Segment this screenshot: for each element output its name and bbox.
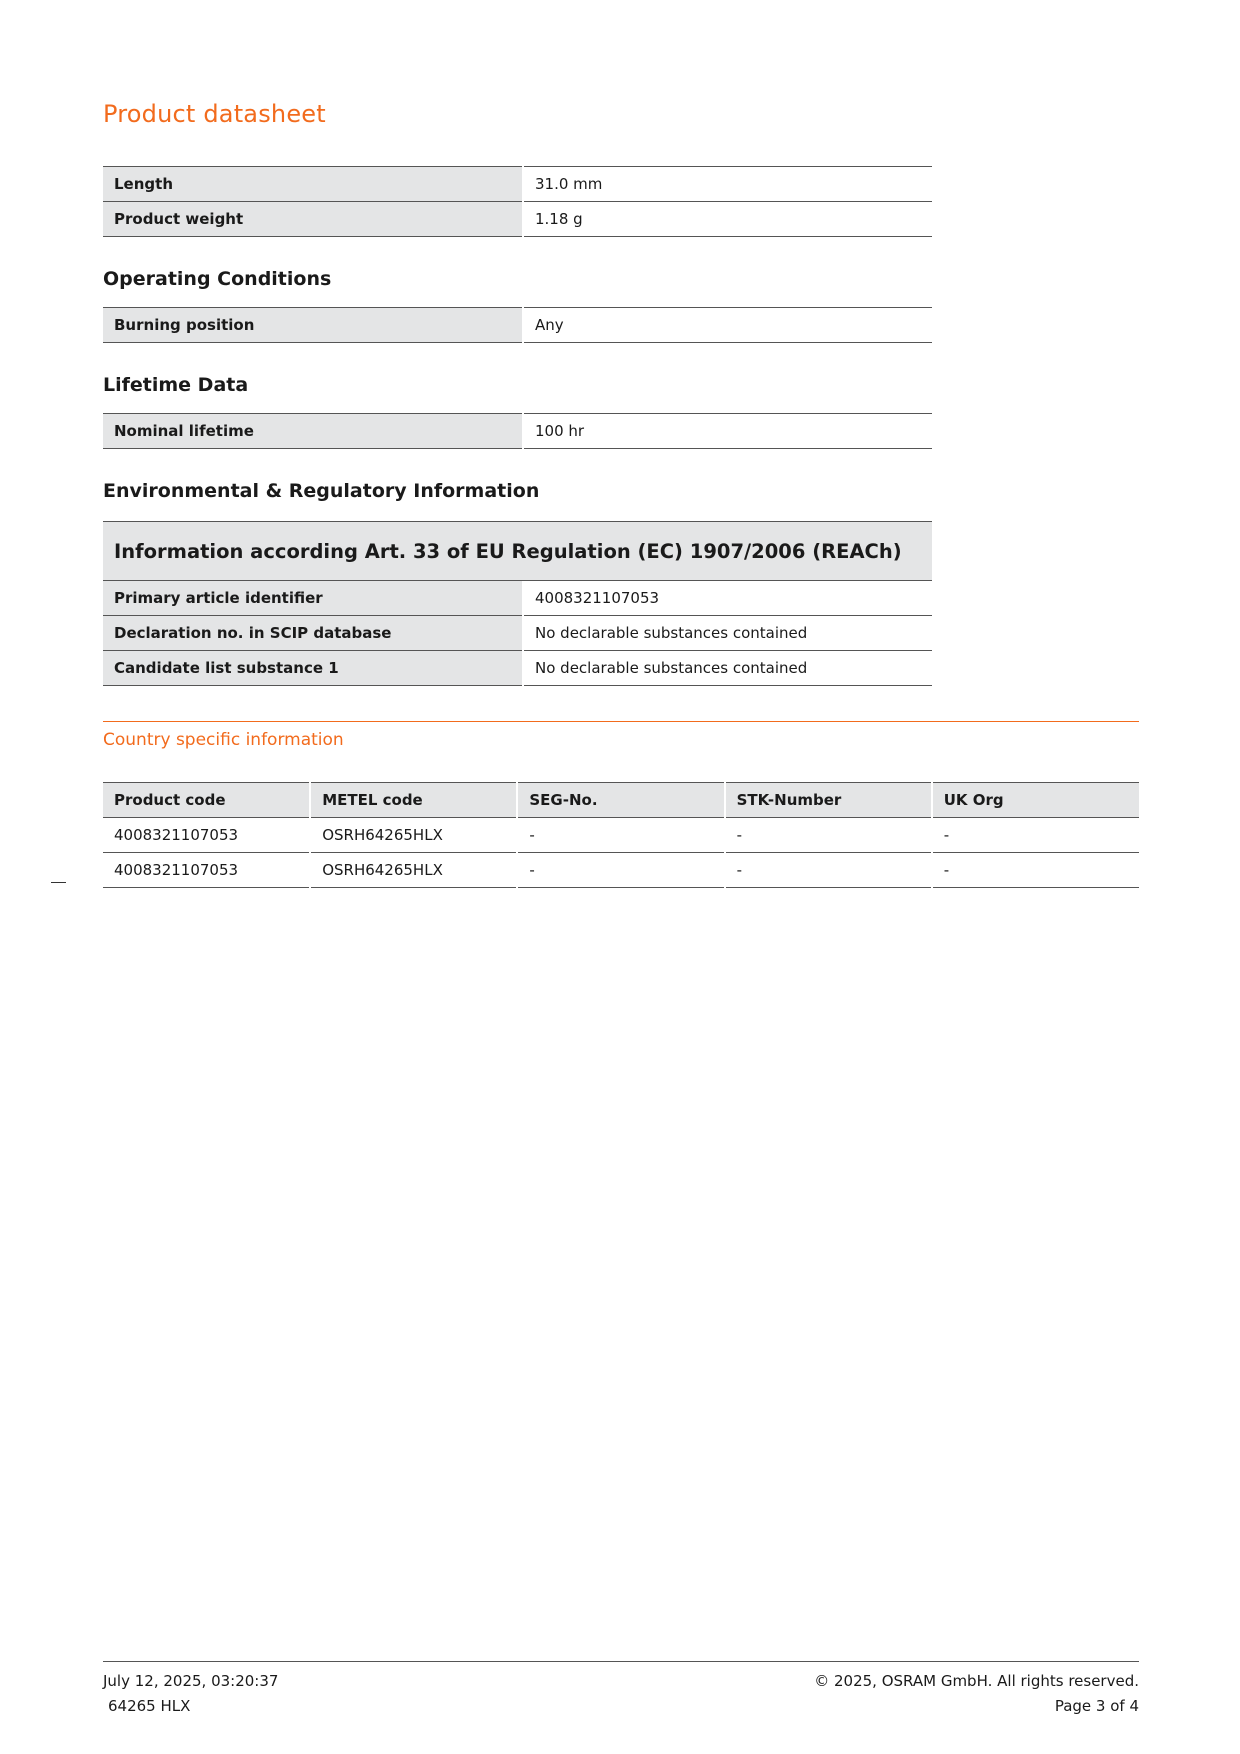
product-code-cell: 4008321107053 bbox=[103, 853, 310, 888]
nominal-lifetime-label: Nominal lifetime bbox=[103, 414, 523, 449]
footer-product-name: 64265 HLX bbox=[108, 1697, 191, 1715]
metel-code-cell: OSRH64265HLX bbox=[310, 818, 517, 853]
table-row bbox=[103, 853, 1139, 888]
table-row bbox=[103, 651, 932, 686]
seg-no-cell: - bbox=[517, 853, 724, 888]
country-specific-table bbox=[103, 782, 1139, 888]
primary-article-identifier-label: Primary article identifier bbox=[103, 581, 523, 616]
dimensions-table bbox=[103, 166, 932, 237]
stk-number-cell: - bbox=[725, 818, 932, 853]
column-header-seg-no: SEG-No. bbox=[517, 783, 724, 818]
column-header-product-code: Product code bbox=[103, 783, 310, 818]
candidate-list-substance-label: Candidate list substance 1 bbox=[103, 651, 523, 686]
footer-copyright: © 2025, OSRAM GmbH. All rights reserved. bbox=[814, 1672, 1139, 1690]
seg-no-cell: - bbox=[517, 818, 724, 853]
scip-declaration-value: No declarable substances contained bbox=[523, 616, 932, 651]
table-row bbox=[103, 202, 932, 237]
table-row bbox=[103, 818, 1139, 853]
operating-conditions-heading: Operating Conditions bbox=[103, 268, 332, 290]
uk-org-cell: - bbox=[932, 818, 1139, 853]
table-header-row bbox=[103, 783, 1139, 818]
column-header-metel-code: METEL code bbox=[310, 783, 517, 818]
metel-code-cell: OSRH64265HLX bbox=[310, 853, 517, 888]
column-header-stk-number: STK-Number bbox=[725, 783, 932, 818]
stk-number-cell: - bbox=[725, 853, 932, 888]
scip-declaration-label: Declaration no. in SCIP database bbox=[103, 616, 523, 651]
burning-position-value: Any bbox=[523, 308, 932, 343]
length-label: Length bbox=[103, 167, 523, 202]
product-weight-value: 1.18 g bbox=[523, 202, 932, 237]
footer-page-number: Page 3 of 4 bbox=[1054, 1697, 1139, 1715]
column-header-uk-org: UK Org bbox=[932, 783, 1139, 818]
country-specific-heading: Country specific information bbox=[103, 730, 344, 750]
environmental-heading: Environmental & Regulatory Information bbox=[103, 480, 540, 502]
lifetime-data-heading: Lifetime Data bbox=[103, 374, 249, 396]
candidate-list-substance-value: No declarable substances contained bbox=[523, 651, 932, 686]
operating-conditions-table bbox=[103, 307, 932, 343]
table-row bbox=[103, 581, 932, 616]
reach-table bbox=[103, 581, 932, 686]
primary-article-identifier-value: 4008321107053 bbox=[523, 581, 932, 616]
margin-mark bbox=[51, 882, 66, 883]
lifetime-data-table bbox=[103, 413, 932, 449]
table-row bbox=[103, 167, 932, 202]
product-code-cell: 4008321107053 bbox=[103, 818, 310, 853]
table-row bbox=[103, 308, 932, 343]
page-title: Product datasheet bbox=[103, 100, 326, 128]
footer-timestamp: July 12, 2025, 03:20:37 bbox=[103, 1672, 279, 1690]
table-row bbox=[103, 414, 932, 449]
section-divider bbox=[103, 721, 1139, 722]
burning-position-label: Burning position bbox=[103, 308, 523, 343]
reach-header: Information according Art. 33 of EU Regulation (EC) 1907/2006 (REACh) bbox=[103, 521, 932, 581]
footer-divider bbox=[103, 1661, 1139, 1662]
uk-org-cell: - bbox=[932, 853, 1139, 888]
nominal-lifetime-value: 100 hr bbox=[523, 414, 932, 449]
product-weight-label: Product weight bbox=[103, 202, 523, 237]
table-row bbox=[103, 616, 932, 651]
length-value: 31.0 mm bbox=[523, 167, 932, 202]
